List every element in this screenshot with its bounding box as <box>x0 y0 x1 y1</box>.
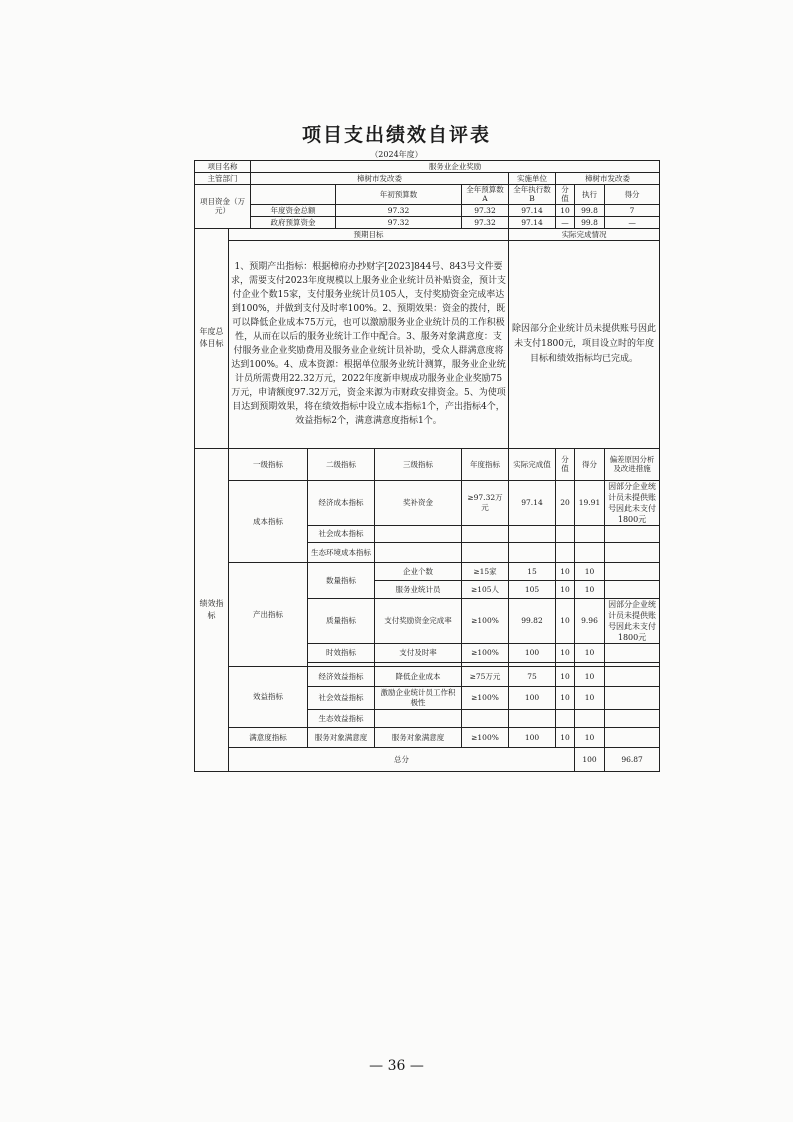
benefit-indicator-label: 效益指标 <box>229 666 308 727</box>
actual-value: 100 <box>509 727 556 747</box>
timeliness-label: 时效指标 <box>308 643 375 662</box>
empty-cell <box>509 542 556 562</box>
satisfaction-row <box>195 727 660 747</box>
empty-cell <box>605 686 660 709</box>
weight-value: 10 <box>556 686 575 709</box>
indicator-header: 二级指标 <box>308 448 375 480</box>
empty-cell <box>375 709 462 727</box>
weight-value: 10 <box>556 666 575 686</box>
output-indicator-label: 产出指标 <box>229 562 308 666</box>
indicator-header: 一级指标 <box>229 448 308 480</box>
funds-cell: — <box>605 216 660 228</box>
benefit-econ-row <box>195 666 660 686</box>
weight-value: 10 <box>556 727 575 747</box>
indicators-label: 绩效指标 <box>195 448 229 771</box>
actual-value: 105 <box>509 580 556 598</box>
project-name-row <box>195 161 660 173</box>
score-value: 10 <box>575 727 605 747</box>
actual-value: 75 <box>509 666 556 686</box>
satisfaction-second-label: 服务对象满意度 <box>308 727 375 747</box>
empty-cell <box>556 709 575 727</box>
score-value: 10 <box>575 686 605 709</box>
third-indicator: 支付奖励资金完成率 <box>375 598 462 643</box>
indicator-header: 年度指标 <box>462 448 509 480</box>
target-value: ≥100% <box>462 643 509 662</box>
performance-table <box>194 160 660 772</box>
funds-cell: 97.32 <box>462 204 509 216</box>
score-value: 9.96 <box>575 598 605 643</box>
third-indicator: 服务对象满意度 <box>375 727 462 747</box>
empty-cell <box>605 727 660 747</box>
indicator-header: 得分 <box>575 448 605 480</box>
target-value: ≥97.32万元 <box>462 480 509 525</box>
deviation-text: 因部分企业统计员未提供账号因此未支付1800元 <box>605 598 660 643</box>
actual-completion-text: 除因部分企业统计员未提供账号因此未支付1800元，项目设立时的年度目标和绩效指标均已完成。 <box>509 240 660 448</box>
quality-label: 质量指标 <box>308 598 375 643</box>
weight-value: 10 <box>556 643 575 662</box>
indicator-header: 偏差原因分析及改进措施 <box>605 448 660 480</box>
funds-header-5: 得分 <box>605 185 660 205</box>
funds-header-row <box>195 185 660 205</box>
empty-cell <box>509 709 556 727</box>
expected-goal-text: 1、预期产出指标：根据樟府办抄财字[2023]844号、843号文件要求，需要支付2023年度规模以上服务业企业统计员补贴资金，预计支付企业个数15家，支付服务业统计员105人，支付奖励资金完成率达到100%，并做到支付及时率100%。2、预期效果：资金的拨付，既可以降低企业成本75万元，也可以激励服务业企业统计员的工作积极性，从而在以后的服务业统计工作中配合。3、服务对象满意度：支付服务业企业奖励费用及服务业企业统计员补助，受众人群满意度将达到100%。4、成本资源：根据单位服务业统计测算，服务业企业统计员所需费用22.32万元，2022年度新申规成功服务业企业奖励75万元，申请额度97.32万元，资金来源为市财政安排资金。5、为使项目达到预期效果，将在绩效指标中设立成本指标1个，产出指标4个，效益指标2个，满意满意度指标1个。 <box>229 240 509 448</box>
funds-row-gov <box>195 216 660 228</box>
cost-econ-row <box>195 480 660 525</box>
department-row <box>195 173 660 185</box>
funds-cell: 10 <box>556 204 575 216</box>
page-title: 项目支出绩效自评表 <box>301 124 491 146</box>
total-score: 96.87 <box>605 747 660 771</box>
empty-cell <box>462 525 509 542</box>
goals-header-row <box>195 228 660 240</box>
target-value: ≥100% <box>462 686 509 709</box>
page-number: — 36 — <box>369 1058 424 1074</box>
actual-value: 100 <box>509 643 556 662</box>
target-value: ≥15家 <box>462 562 509 580</box>
goals-content-row <box>195 240 660 448</box>
third-indicator: 服务业统计员 <box>375 580 462 598</box>
expected-goal-header: 预期目标 <box>229 228 509 240</box>
third-indicator: 激励企业统计员工作积极性 <box>375 686 462 709</box>
third-indicator: 企业个数 <box>375 562 462 580</box>
funds-cell: 99.8 <box>575 216 605 228</box>
empty-cell <box>575 542 605 562</box>
third-indicator: 奖补资金 <box>375 480 462 525</box>
goals-label: 年度总体目标 <box>195 228 229 448</box>
output-q1-row <box>195 562 660 580</box>
funds-header-4: 执行 <box>575 185 605 205</box>
funds-cell: 97.32 <box>336 204 462 216</box>
funds-blank-header <box>251 185 336 205</box>
weight-value: 10 <box>556 562 575 580</box>
target-value: ≥105人 <box>462 580 509 598</box>
target-value: ≥75万元 <box>462 666 509 686</box>
impl-label: 实施单位 <box>509 173 556 185</box>
empty-cell <box>556 542 575 562</box>
funds-cell: 97.14 <box>509 216 556 228</box>
project-name-value: 服务业企业奖励 <box>251 161 660 173</box>
weight-value: 10 <box>556 580 575 598</box>
total-row <box>195 747 660 771</box>
quantity-label: 数量指标 <box>308 562 375 598</box>
funds-header-3: 分值 <box>556 185 575 205</box>
indicator-header: 分值 <box>556 448 575 480</box>
third-indicator: 支付及时率 <box>375 643 462 662</box>
satisfaction-indicator-label: 满意度指标 <box>229 727 308 747</box>
actual-value: 99.82 <box>509 598 556 643</box>
empty-cell <box>605 525 660 542</box>
indicator-header: 实际完成值 <box>509 448 556 480</box>
score-value: 10 <box>575 666 605 686</box>
cost-social-label: 社会成本指标 <box>308 525 375 542</box>
empty-cell <box>605 562 660 580</box>
empty-cell <box>462 542 509 562</box>
funds-cell: 99.8 <box>575 204 605 216</box>
funds-label: 项目资金（万元） <box>195 185 251 229</box>
indicators-header-row <box>195 448 660 480</box>
cost-eco-label: 生态环境成本指标 <box>308 542 375 562</box>
score-value: 10 <box>575 643 605 662</box>
empty-cell <box>605 709 660 727</box>
funds-header-0: 年初预算数 <box>336 185 462 205</box>
empty-cell <box>605 666 660 686</box>
impl-value: 樟树市发改委 <box>556 173 660 185</box>
weight-value: 10 <box>556 598 575 643</box>
dept-value: 樟树市发改委 <box>251 173 509 185</box>
funds-row-label: 年度资金总额 <box>251 204 336 216</box>
empty-cell <box>509 525 556 542</box>
score-value: 10 <box>575 580 605 598</box>
target-value: ≥100% <box>462 598 509 643</box>
funds-cell: 97.32 <box>462 216 509 228</box>
indicator-header: 三级指标 <box>375 448 462 480</box>
actual-value: 15 <box>509 562 556 580</box>
empty-cell <box>575 709 605 727</box>
benefit-econ-label: 经济效益指标 <box>308 666 375 686</box>
empty-cell <box>375 525 462 542</box>
empty-cell <box>462 709 509 727</box>
funds-header-2: 全年执行数B <box>509 185 556 205</box>
benefit-eco-label: 生态效益指标 <box>308 709 375 727</box>
total-label: 总分 <box>229 747 575 771</box>
project-name-label: 项目名称 <box>195 161 251 173</box>
funds-row-total <box>195 204 660 216</box>
funds-row-label: 政府预算资金 <box>251 216 336 228</box>
funds-cell: — <box>556 216 575 228</box>
dept-label: 主管部门 <box>195 173 251 185</box>
target-value: ≥100% <box>462 727 509 747</box>
score-value: 10 <box>575 562 605 580</box>
cost-econ-label: 经济成本指标 <box>308 480 375 525</box>
empty-cell <box>556 525 575 542</box>
actual-value: 97.14 <box>509 480 556 525</box>
actual-value: 100 <box>509 686 556 709</box>
empty-cell <box>605 542 660 562</box>
funds-header-1: 全年预算数A <box>462 185 509 205</box>
weight-value: 20 <box>556 480 575 525</box>
benefit-social-label: 社会效益指标 <box>308 686 375 709</box>
empty-cell <box>375 542 462 562</box>
actual-completion-header: 实际完成情况 <box>509 228 660 240</box>
empty-cell <box>605 580 660 598</box>
deviation-text: 因部分企业统计员未提供账号因此未支付1800元 <box>605 480 660 525</box>
cost-indicator-label: 成本指标 <box>229 480 308 562</box>
year-label: （2024年度） <box>370 150 423 159</box>
total-weight: 100 <box>575 747 605 771</box>
empty-cell <box>605 643 660 662</box>
score-value: 19.91 <box>575 480 605 525</box>
third-indicator: 降低企业成本 <box>375 666 462 686</box>
empty-cell <box>575 525 605 542</box>
funds-cell: 97.32 <box>336 216 462 228</box>
funds-cell: 97.14 <box>509 204 556 216</box>
funds-cell: 7 <box>605 204 660 216</box>
